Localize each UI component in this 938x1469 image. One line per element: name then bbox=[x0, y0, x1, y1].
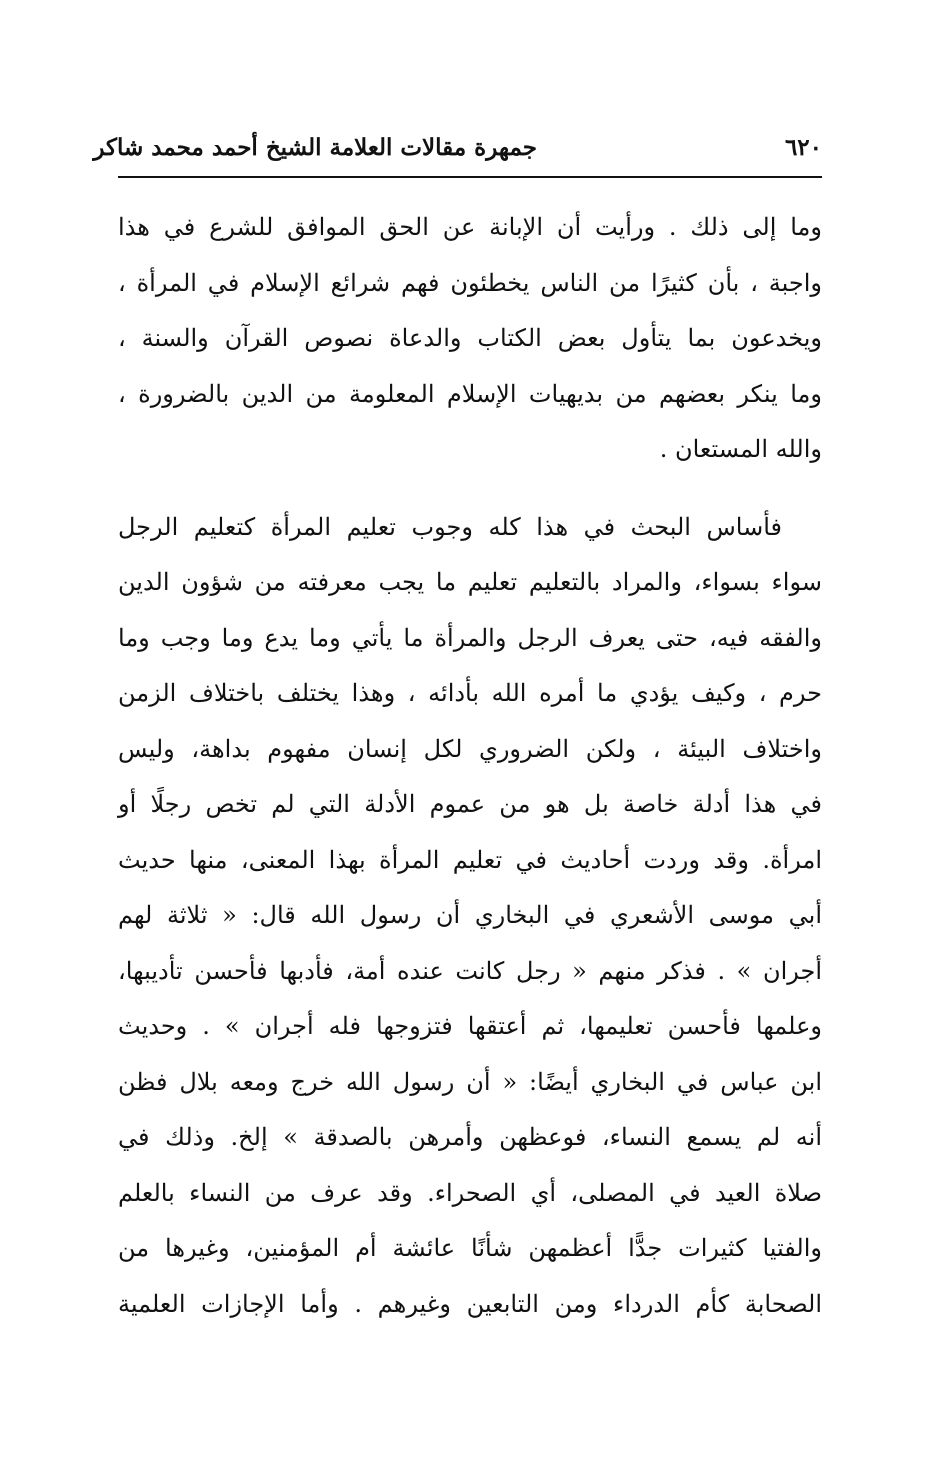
text-line: ابن عباس في البخاري أيضًا: « أن رسول الله خرج ومعه بلال فظن bbox=[118, 1067, 822, 1096]
text-line: وما إلى ذلك . ورأيت أن الإبانة عن الحق الموافق للشرع في هذا bbox=[118, 213, 822, 241]
paragraph-1 bbox=[118, 200, 822, 478]
text-line: أبي موسى الأشعري في البخاري أن رسول الله قال: « ثلاثة لهم bbox=[118, 901, 822, 929]
text-line: أجران » . فذكر منهم « رجل كانت عنده أمة، فأدبها فأحسن تأديبها، bbox=[118, 956, 822, 985]
page-number: ٦٢٠ bbox=[784, 134, 822, 161]
text-line: والفقه فيه، حتى يعرف الرجل والمرأة ما يأتي وما يدع وما وجب وما bbox=[118, 623, 822, 652]
header-divider bbox=[118, 176, 822, 178]
text-line: فأساس البحث في هذا كله وجوب تعليم المرأة كتعليم الرجل bbox=[118, 512, 782, 541]
text-line: واختلاف البيئة ، ولكن الضروري لكل إنسان مفهوم بداهة، وليس bbox=[118, 734, 822, 763]
text-line: الصحابة كأم الدرداء ومن التابعين وغيرهم . وأما الإجازات العلمية bbox=[118, 1289, 822, 1318]
text-line: وعلمها فأحسن تعليمها، ثم أعتقها فتزوجها فله أجران » . وحديث bbox=[118, 1012, 822, 1040]
text-line: حرم ، وكيف يؤدي ما أمره الله بأدائه ، وهذا يختلف باختلاف الزمن bbox=[118, 679, 822, 707]
running-title: جمهرة مقالات العلامة الشيخ أحمد محمد شاكر bbox=[93, 134, 537, 161]
paragraph-2 bbox=[118, 500, 822, 1333]
text-line: وما ينكر بعضهم من بديهيات الإسلام المعلومة من الدين بالضرورة ، bbox=[118, 379, 822, 408]
paragraph-spacer bbox=[118, 478, 822, 500]
text-line: ويخدعون بما يتأول بعض الكتاب والدعاة نصوص القرآن والسنة ، bbox=[118, 324, 822, 352]
text-line: والله المستعان . bbox=[659, 435, 822, 463]
page-header bbox=[93, 128, 822, 174]
page-body bbox=[118, 200, 822, 1332]
text-line: والفتيا كثيرات جدًّا أعظمهن شأنًا عائشة أم المؤمنين، وغيرها من bbox=[118, 1234, 822, 1262]
text-line: صلاة العيد في المصلى، أي الصحراء. وقد عرف من النساء بالعلم bbox=[118, 1178, 822, 1207]
text-line: سواء بسواء، والمراد بالتعليم تعليم ما يجب معرفته من شؤون الدين bbox=[118, 568, 822, 596]
text-line: واجبة ، بأن كثيرًا من الناس يخطئون فهم شرائع الإسلام في المرأة ، bbox=[118, 268, 822, 297]
text-line: في هذا أدلة خاصة بل هو من عموم الأدلة التي لم تخص رجلًا أو bbox=[118, 790, 822, 818]
text-line: أنه لم يسمع النساء، فوعظهن وأمرهن بالصدقة » إلخ. وذلك في bbox=[118, 1123, 822, 1151]
text-line: امرأة. وقد وردت أحاديث في تعليم المرأة بهذا المعنى، منها حديث bbox=[118, 845, 822, 874]
